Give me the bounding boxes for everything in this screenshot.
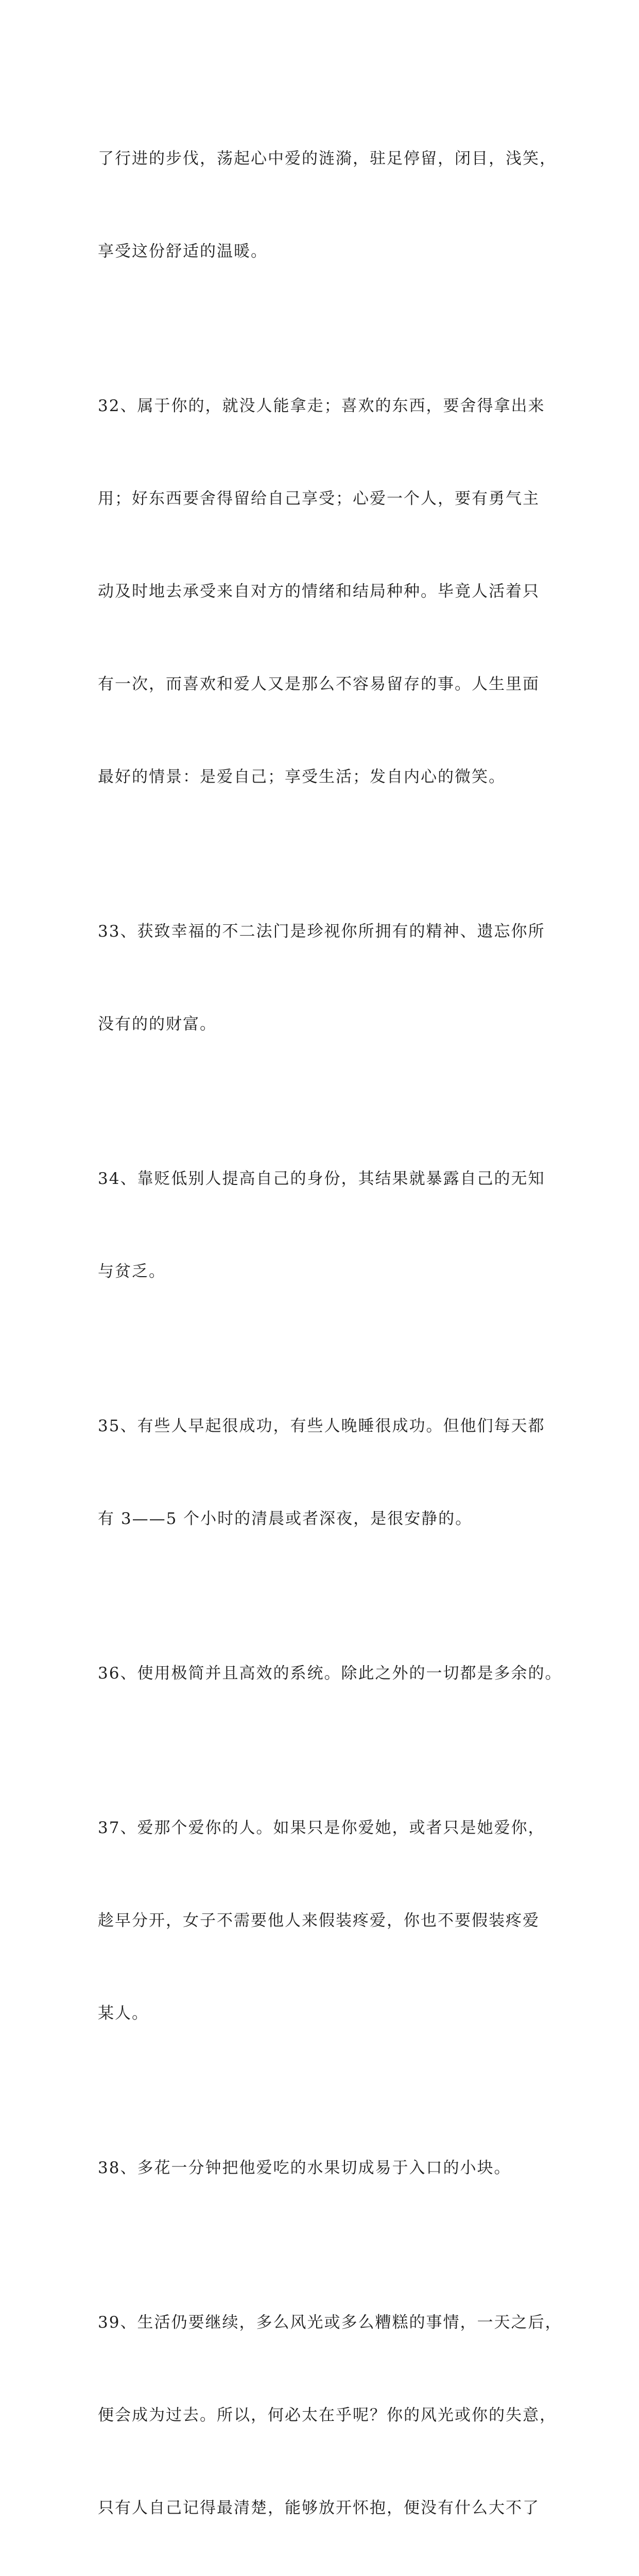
- text-line: 只有人自己记得最清楚，能够放开怀抱，便没有什么大不了: [98, 2499, 540, 2517]
- text-line: 与贫乏。: [98, 1262, 166, 1281]
- text-line: 39、生活仍要继续，多么风光或多么糟糕的事情，一天之后，: [98, 2313, 562, 2332]
- text-line: 便会成为过去。所以，何必太在乎呢？你的风光或你的失意，: [98, 2406, 557, 2425]
- text-line: 有 3——5 个小时的清晨或者深夜，是很安静的。: [98, 1510, 473, 1528]
- text-line: 35、有些人早起很成功，有些人晚睡很成功。但他们每天都: [98, 1417, 545, 1435]
- text-line: 了行进的步伐，荡起心中爱的涟漪，驻足停留，闭目，浅笑，: [98, 149, 557, 168]
- text-line: 趁早分开，女子不需要他人来假装疼爱，你也不要假装疼爱: [98, 1911, 540, 1930]
- text-line: 最好的情景：是爱自己；享受生活；发自内心的微笑。: [98, 768, 506, 786]
- paragraph-32: [98, 329, 546, 854]
- paragraph-33: [98, 854, 546, 1101]
- text-line: 36、使用极简并且高效的系统。除此之外的一切都是多余的。: [98, 1664, 562, 1683]
- document-body: [98, 81, 562, 2576]
- paragraph-34: [98, 1101, 546, 1349]
- text-line: 用；好东西要舍得留给自己享受；心爱一个人，要有勇气主: [98, 489, 540, 508]
- text-line: 没有的的财富。: [98, 1015, 217, 1033]
- text-line: 38、多花一分钟把他爱吃的水果切成易于入口的小块。: [98, 2159, 511, 2177]
- paragraph-38: [98, 2091, 546, 2245]
- text-line: 某人。: [98, 2004, 149, 2023]
- text-line: 37、爱那个爱你的人。如果只是你爱她，或者只是她爱你，: [98, 1819, 545, 1837]
- paragraph-continuation: [98, 81, 557, 329]
- text-line: 享受这份舒适的温暖。: [98, 242, 268, 261]
- text-line: 动及时地去承受来自对方的情绪和结局种种。毕竟人活着只: [98, 582, 540, 601]
- paragraph-37: [98, 1751, 546, 2091]
- text-line: 33、获致幸福的不二法门是珍视你所拥有的精神、遗忘你所: [98, 922, 545, 941]
- text-line: 32、属于你的，就没人能拿走；喜欢的东西，要舍得拿出来: [98, 397, 545, 415]
- paragraph-39: [98, 2245, 562, 2576]
- text-line: 34、靠贬低别人提高自己的身份，其结果就暴露自己的无知: [98, 1170, 545, 1188]
- paragraph-36: [98, 1596, 562, 1751]
- text-line: 有一次，而喜欢和爱人又是那么不容易留存的事。人生里面: [98, 675, 540, 693]
- paragraph-35: [98, 1349, 546, 1596]
